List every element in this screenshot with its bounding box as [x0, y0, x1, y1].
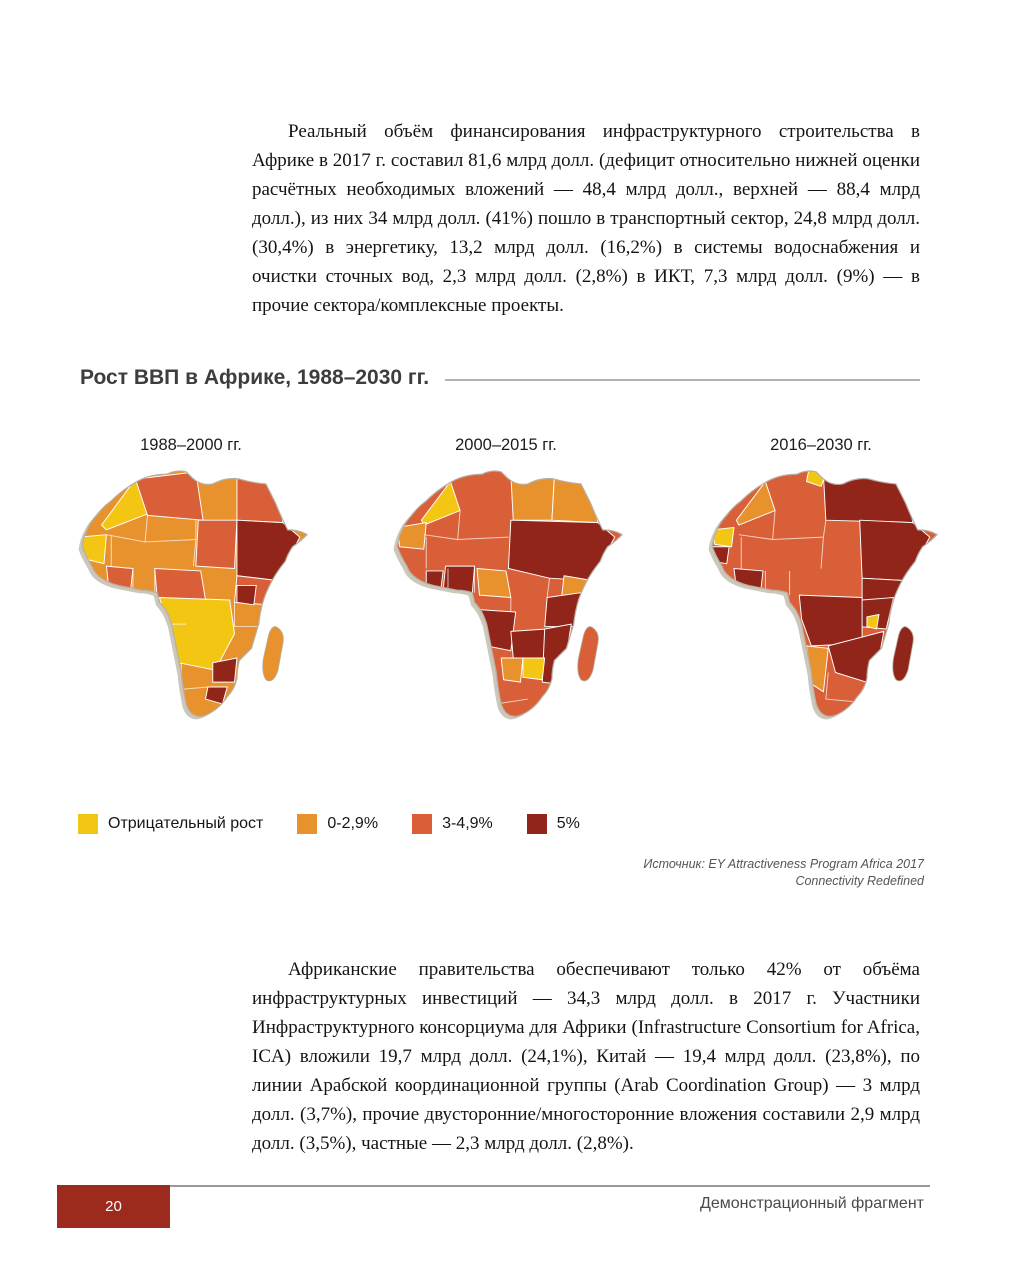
- footer-rule: [170, 1185, 930, 1187]
- legend-swatch-0-2.9: [297, 814, 317, 834]
- footer-label: Демонстрационный фрагмент: [699, 1195, 924, 1212]
- legend-item-3-4.9: [412, 814, 493, 834]
- source-note: [643, 856, 924, 890]
- map-label: 1988–2000 гг.: [140, 436, 242, 454]
- legend-label: 5%: [556, 815, 580, 832]
- africa-map-1988-2000: [70, 467, 312, 745]
- map-figure-2016-2030: [690, 436, 952, 745]
- heading-rule: [445, 379, 920, 381]
- intro-paragraph: Реальный объём финансирования инфраструктурного строительства в Африке в 2017 г. составил 81,6 млрд долл. (дефицит относительно нижней оценки расчётных необходимых вложений — 48,4 млрд долл., верхней — 88,4 млрд долл.), из них 34 млрд долл. (41%) пошло в транспортный сектор, 24,8 млрд долл. (30,4%) в энергетику, 13,2 млрд долл. (16,2%) в системы водоснабжения и очистки сточных вод, 2,3 млрд долл. (2,8%) в ИКТ, 7,3 млрд долл. (9%) — в прочие сектора/комплексные проекты.: [252, 121, 920, 316]
- legend-swatch-3-4.9: [412, 814, 432, 834]
- legend-item-0-2.9: [297, 814, 378, 834]
- map-label: 2016–2030 гг.: [770, 436, 872, 454]
- page-number-box: [57, 1185, 170, 1228]
- source-line-2: Connectivity Redefined: [795, 874, 924, 888]
- legend-swatch-negative: [78, 814, 98, 834]
- body-paragraph: Африканские правительства обеспечивают только 42% от объёма инфраструктурных инвестиций — 34,3 млрд долл. в 2017 г. Участники Инфраструктурного консорциума для Африки (Infrastructure Consortium for Africa, ICA) вложили 19,7 млрд долл. (24,1%), Китай — 19,4 млрд долл. (23,8%), по линии Арабской координационной группы (Arab Coordination Group) — 3 млрд долл. (3,7%), прочие двусторонние/многосторонние вложения составили 2,9 млрд долл. (3,5%), частные — 2,3 млрд долл. (2,8%).: [252, 959, 920, 1154]
- africa-map-2016-2030: [700, 467, 942, 745]
- map-legend: [78, 814, 580, 834]
- legend-item-negative: [78, 814, 263, 834]
- legend-label: 3-4,9%: [442, 815, 493, 832]
- legend-item-5: [527, 814, 580, 834]
- maps-row: [60, 436, 952, 745]
- legend-swatch-5: [527, 814, 547, 834]
- page-number: 20: [105, 1198, 122, 1215]
- section-heading: [80, 366, 920, 390]
- map-label: 2000–2015 гг.: [455, 436, 557, 454]
- map-figure-1988-2000: [60, 436, 322, 745]
- source-line-1: Источник: EY Attractiveness Program Africa 2017: [643, 857, 924, 871]
- legend-label: 0-2,9%: [327, 815, 379, 832]
- section-title: Рост ВВП в Африке, 1988–2030 гг.: [80, 366, 430, 389]
- legend-label: Отрицательный рост: [108, 815, 264, 832]
- africa-map-2000-2015: [385, 467, 627, 745]
- map-figure-2000-2015: [375, 436, 637, 745]
